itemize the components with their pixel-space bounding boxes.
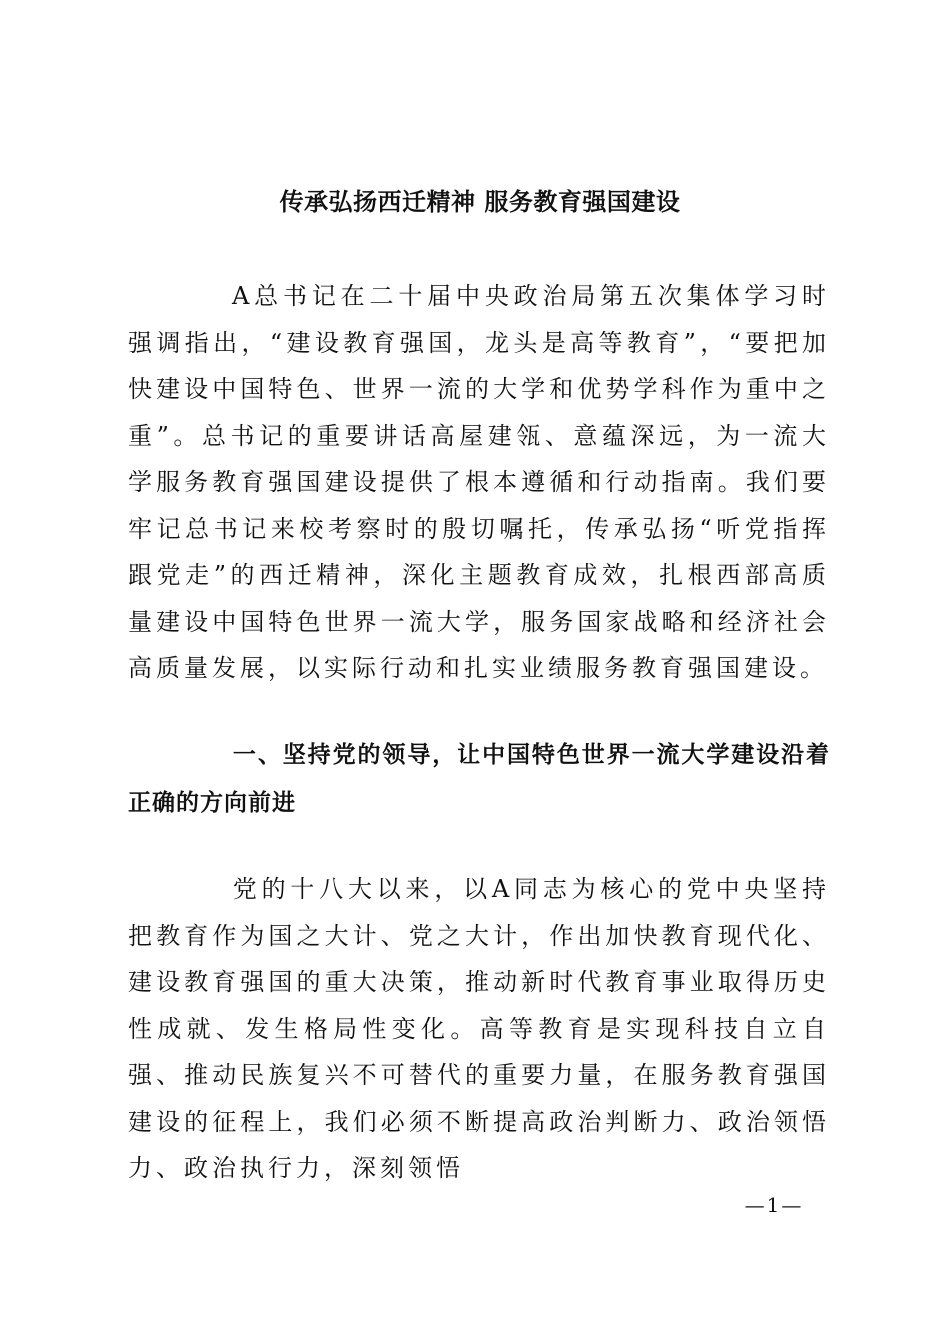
section-paragraph — [128, 866, 830, 1192]
intro-paragraph — [128, 273, 830, 692]
document-title: 传承弘扬西迁精神 服务教育强国建设 — [279, 187, 681, 216]
page-number: —1— — [744, 1193, 804, 1217]
section-heading-text: 一、坚持党的领导，让中国特色世界一流大学建设沿着正确的方向前进 — [128, 742, 830, 816]
section-heading — [128, 731, 830, 827]
section-paragraph-text: 党的十八大以来，以A同志为核心的党中央坚持把教育作为国之大计、党之大计，作出加快教育现代化、建设教育强国的重大决策，推动新时代教育事业取得历史性成就、发生格局性变化。高等教育是实现科技自立自强、推动民族复兴不可替代的重要力量，在服务教育强国建设的征程上，我们必须不断提高政治判断力、政治领悟力、政治执行力，深刻领悟 — [128, 875, 830, 1182]
intro-paragraph-text: A总书记在二十届中央政治局第五次集体学习时强调指出，“建设教育强国，龙头是高等教育”，“要把加快建设中国特色、世界一流的大学和优势学科作为重中之重”。总书记的重要讲话高屋建瓴、意蕴深远，为一流大学服务教育强国建设提供了根本遵循和行动指南。我们要牢记总书记来校考察时的殷切嘱托，传承弘扬“听党指挥跟党走”的西迁精神，深化主题教育成效，扎根西部高质量建设中国特色世界一流大学，服务国家战略和经济社会高质量发展，以实际行动和扎实业绩服务教育强国建设。 — [128, 282, 830, 682]
